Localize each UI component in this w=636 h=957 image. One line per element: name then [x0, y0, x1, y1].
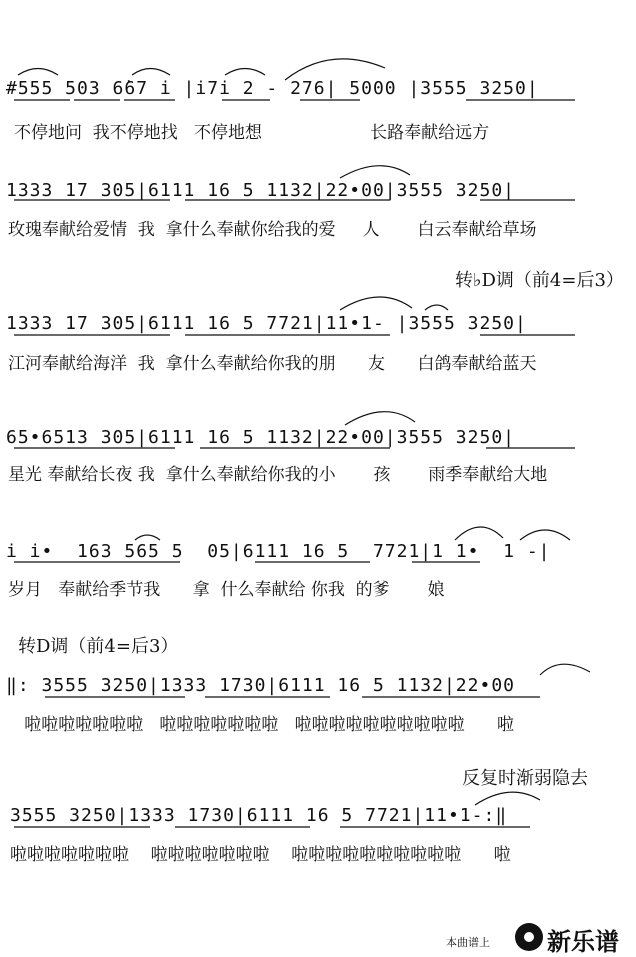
score-line-7: 3555 3250|1333 1730|6111 16 5 7721|11•1-:‖ [10, 805, 508, 826]
score-line-6: ‖: 3555 3250|1333 1730|6111 16 5 1132|22•00 [6, 675, 515, 696]
brand-logo-text: 新乐谱 [547, 928, 619, 956]
music-disc-icon [515, 923, 543, 951]
score-line-1: #555 503 6̇67 i |i7i 2 - 276| 5000 |3555 3250| [6, 78, 539, 99]
key-change-annotation-2: 转D调（前4=后3） [18, 636, 179, 657]
lyrics-line-2: 玫瑰奉献给爱情 我 拿什么奉献你给我的爱 人 白云奉献给草场 [8, 220, 537, 240]
score-line-2: 1333 17 305|6111 16 5 1132|22•00|3555 3250| [6, 180, 515, 201]
lyrics-line-1: 不停地问 我不停地找 不停地想 长路奉献给远方 [14, 123, 490, 143]
score-line-5: i i• 163 565 5 05|6111 16 5 7721|1 1• 1 -| [6, 541, 551, 562]
lyrics-line-4: 星光 奉献给长夜 我 拿什么奉献给你我的小 孩 雨季奉献给大地 [8, 465, 548, 485]
lyrics-line-6: 啦啦啦啦啦啦啦 啦啦啦啦啦啦啦 啦啦啦啦啦啦啦啦啦啦 啦 [8, 715, 515, 735]
score-line-3: 1333 17 305|6111 16 5 7721|11•1- |3555 3250| [6, 313, 527, 334]
lyrics-line-5: 岁月 奉献给季节我 拿 什么奉献给 你我 的爹 娘 [8, 580, 445, 600]
repeat-note: 反复时渐弱隐去 [462, 768, 588, 789]
lyrics-line-7: 啦啦啦啦啦啦啦 啦啦啦啦啦啦啦 啦啦啦啦啦啦啦啦啦啦 啦 [10, 845, 511, 865]
footer-source-text: 本曲谱上 [446, 936, 490, 949]
key-change-annotation: 转♭D调（前4=后3） [455, 270, 624, 291]
lyrics-line-3: 江河奉献给海洋 我 拿什么奉献给你我的朋 友 白鸽奉献给蓝天 [8, 354, 537, 374]
score-line-4: 65•6513 305|6111 16 5 1132|22•00|3555 3250| [6, 427, 515, 448]
